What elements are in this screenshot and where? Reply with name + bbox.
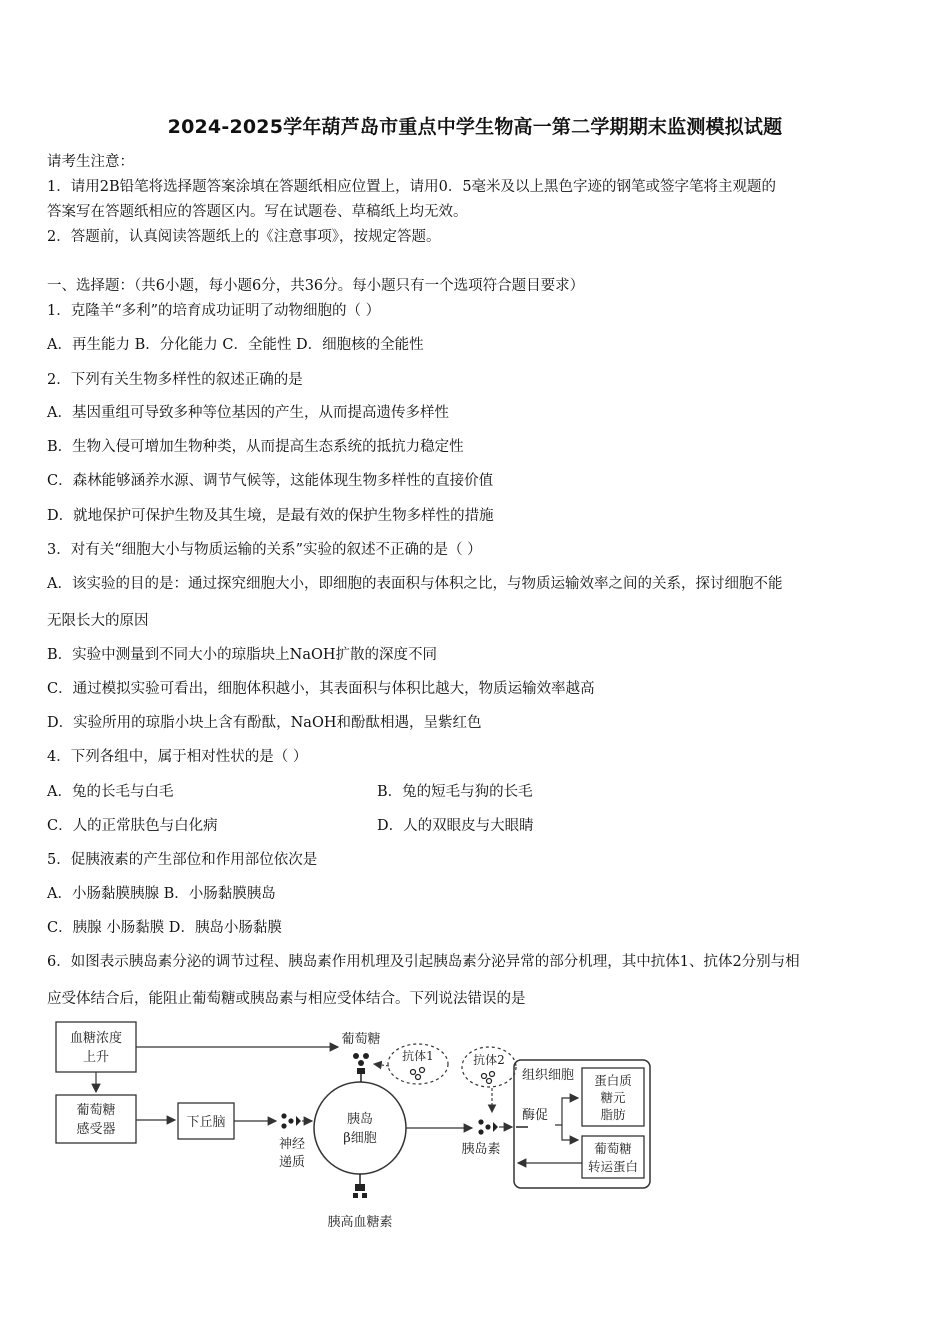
antibody-1-arrow (374, 1064, 389, 1066)
notice-heading: 请考生注意： (47, 154, 134, 170)
glucagon-label: 胰高血糖素 (327, 1215, 393, 1230)
notice-item-1-line-2: 答案写在答题纸相应的答题区内。写在试题卷、草稿纸上均无效。 (47, 204, 468, 220)
transporter-label-2: 转运蛋白 (587, 1159, 639, 1174)
notice-item-2: 2．答题前，认真阅读答题纸上的《注意事项》，按规定答题。 (47, 229, 441, 245)
q1-stem: 1．克隆羊“多利”的培育成功证明了动物细胞的（ ） (47, 303, 381, 319)
beta-cell-label-1: 胰岛 (346, 1112, 374, 1127)
insulin-icon (478, 1119, 498, 1134)
q3-option-a-line-2: 无限长大的原因 (47, 613, 149, 629)
notice-item-1-line-1: 1．请用2B铅笔将选择题答案涂填在答题纸相应位置上，请用0．5毫米及以上黑色字迹的钢笔或签字笔将主观题的 (47, 179, 777, 195)
q5-options-cd: C．胰腺 小肠黏膜 D．胰岛小肠黏膜 (47, 920, 282, 936)
blood-sugar-label-1: 血糖浓度 (69, 1031, 123, 1046)
product-fat: 脂肪 (600, 1107, 626, 1122)
q4-option-b: B．兔的短毛与狗的长毛 (377, 784, 533, 800)
q5-options-ab: A．小肠黏膜胰腺 B．小肠黏膜胰岛 (47, 886, 276, 902)
q2-stem: 2．下列有关生物多样性的叙述正确的是 (47, 372, 303, 388)
beta-cell-label-2: β细胞 (343, 1131, 377, 1146)
arrow-to-transporter (562, 1125, 578, 1140)
insulin-label: 胰岛素 (461, 1142, 501, 1157)
q3-option-b: B．实验中测量到不同大小的琼脂块上NaOH扩散的深度不同 (47, 647, 438, 663)
q3-option-d: D．实验所用的琼脂小块上含有酚酞，NaOH和酚酞相遇，呈紫红色 (47, 715, 482, 731)
neurotransmitter-label-2: 递质 (278, 1155, 306, 1170)
antibody-1-icon (411, 1068, 425, 1080)
q4-stem: 4．下列各组中，属于相对性状的是（ ） (47, 749, 308, 765)
section-heading: 一、选择题：（共6小题，每小题6分，共36分。每小题只有一个选项符合题目要求） (47, 278, 585, 294)
receptor-label-1: 葡萄糖 (76, 1103, 116, 1118)
product-protein: 蛋白质 (594, 1073, 632, 1088)
glucagon-receptor-icon (353, 1174, 367, 1198)
q2-option-d: D．就地保护可保护生物及其生境，是最有效的保护生物多样性的措施 (47, 508, 494, 524)
product-glycogen: 糖元 (600, 1090, 626, 1105)
tissue-cell-label: 组织细胞 (521, 1068, 575, 1083)
receptor-label-2: 感受器 (76, 1122, 116, 1137)
q2-option-c: C．森林能够涵养水源、调节气候等，这能体现生物多样性的直接价值 (47, 473, 494, 489)
glucose-label: 葡萄糖 (341, 1032, 381, 1047)
hypothalamus-label: 下丘脑 (186, 1115, 226, 1130)
glucose-receptor-icon (353, 1053, 369, 1082)
q3-option-a-line-1: A．该实验的目的是：通过探究细胞大小，即细胞的表面积与体积之比，与物质运输效率之间的关系，探讨细胞不能 (47, 576, 783, 592)
q4-option-c: C．人的正常肤色与白化病 (47, 818, 218, 834)
q6-stem-line-1: 6．如图表示胰岛素分泌的调节过程、胰岛素作用机理及引起胰岛素分泌异常的部分机理，其中抗体1、抗体2分别与相 (47, 954, 800, 970)
q3-option-c: C．通过模拟实验可看出，细胞体积越小，其表面积与体积比越大，物质运输效率越高 (47, 681, 595, 697)
q2-option-a: A．基因重组可导致多种等位基因的产生，从而提高遗传多样性 (47, 405, 449, 421)
antibody-2-icon (482, 1072, 495, 1084)
page-title: 2024-2025学年葫芦岛市重点中学生物高一第二学期期末监测模拟试题 (167, 116, 783, 138)
neurotransmitter-icon (281, 1113, 301, 1128)
q6-stem-line-2: 应受体结合后，能阻止葡萄糖或胰岛素与相应受体结合。下列说法错误的是 (47, 991, 526, 1007)
antibody-1-label: 抗体1 (402, 1049, 434, 1063)
enzyme-label: 酶促 (521, 1108, 549, 1123)
q4-option-a: A．兔的长毛与白毛 (47, 784, 174, 800)
q3-stem: 3．对有关“细胞大小与物质运输的关系”实验的叙述不正确的是（ ） (47, 542, 482, 558)
q4-option-d: D．人的双眼皮与大眼睛 (377, 818, 534, 834)
antibody-2-label: 抗体2 (473, 1053, 505, 1067)
neurotransmitter-label-1: 神经 (278, 1137, 306, 1152)
q2-option-b: B．生物入侵可增加生物种类，从而提高生态系统的抵抗力稳定性 (47, 439, 464, 455)
blood-sugar-label-2: 上升 (82, 1050, 110, 1065)
beta-cell-circle (314, 1082, 406, 1174)
arrow-to-products (555, 1098, 578, 1125)
transporter-label-1: 葡萄糖 (594, 1141, 632, 1156)
q1-options: A．再生能力 B．分化能力 C．全能性 D．细胞核的全能性 (47, 337, 424, 353)
q5-stem: 5．促胰液素的产生部位和作用部位依次是 (47, 852, 318, 868)
